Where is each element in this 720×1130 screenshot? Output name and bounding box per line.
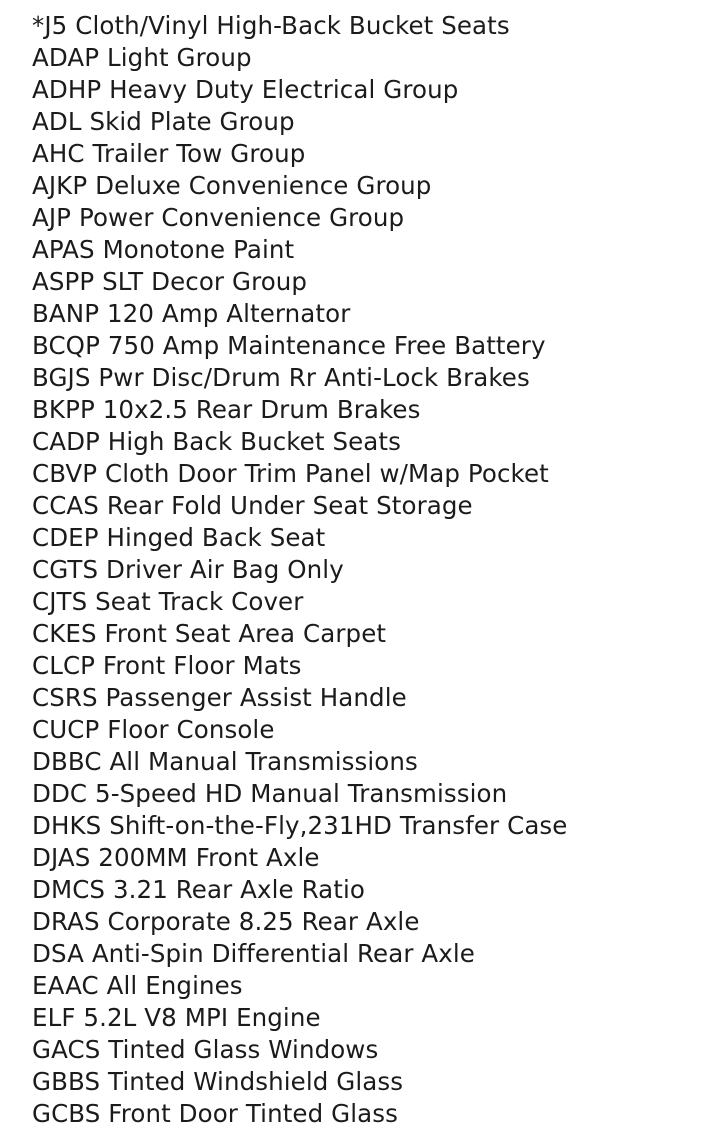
list-item: BANP 120 Amp Alternator xyxy=(32,299,351,328)
list-item: BCQP 750 Amp Maintenance Free Battery xyxy=(32,331,546,360)
list-item: AJKP Deluxe Convenience Group xyxy=(32,171,432,200)
list-item: GBBS Tinted Windshield Glass xyxy=(32,1067,404,1096)
list-item: CDEP Hinged Back Seat xyxy=(32,523,326,552)
list-item: GCBS Front Door Tinted Glass xyxy=(32,1099,398,1128)
list-item: ASPP SLT Decor Group xyxy=(32,267,308,296)
list-item: DHKS Shift-on-the-Fly,231HD Transfer Case xyxy=(32,811,568,840)
list-item: CADP High Back Bucket Seats xyxy=(32,427,401,456)
list-item: DJAS 200MM Front Axle xyxy=(32,843,320,872)
list-item: CKES Front Seat Area Carpet xyxy=(32,619,387,648)
list-item: BKPP 10x2.5 Rear Drum Brakes xyxy=(32,395,421,424)
list-item: ADL Skid Plate Group xyxy=(32,107,295,136)
list-item: DMCS 3.21 Rear Axle Ratio xyxy=(32,875,365,904)
list-item: BGJS Pwr Disc/Drum Rr Anti-Lock Brakes xyxy=(32,363,530,392)
list-item: *J5 Cloth/Vinyl High-Back Bucket Seats xyxy=(32,11,510,40)
list-item: CSRS Passenger Assist Handle xyxy=(32,683,407,712)
list-item: AJP Power Convenience Group xyxy=(32,203,405,232)
list-item: CCAS Rear Fold Under Seat Storage xyxy=(32,491,473,520)
list-item: DSA Anti-Spin Differential Rear Axle xyxy=(32,939,475,968)
list-item: CLCP Front Floor Mats xyxy=(32,651,302,680)
list-item: ELF 5.2L V8 MPI Engine xyxy=(32,1003,321,1032)
list-item: EAAC All Engines xyxy=(32,971,243,1000)
list-item: CJTS Seat Track Cover xyxy=(32,587,304,616)
list-item: ADHP Heavy Duty Electrical Group xyxy=(32,75,459,104)
list-item: DBBC All Manual Transmissions xyxy=(32,747,418,776)
list-item: GACS Tinted Glass Windows xyxy=(32,1035,379,1064)
list-item: CGTS Driver Air Bag Only xyxy=(32,555,344,584)
options-list xyxy=(32,10,567,1130)
list-item: AHC Trailer Tow Group xyxy=(32,139,306,168)
list-item: DRAS Corporate 8.25 Rear Axle xyxy=(32,907,420,936)
list-item: DDC 5-Speed HD Manual Transmission xyxy=(32,779,508,808)
list-item: APAS Monotone Paint xyxy=(32,235,295,264)
list-item: CBVP Cloth Door Trim Panel w/Map Pocket xyxy=(32,459,549,488)
list-item: CUCP Floor Console xyxy=(32,715,275,744)
list-item: ADAP Light Group xyxy=(32,43,252,72)
